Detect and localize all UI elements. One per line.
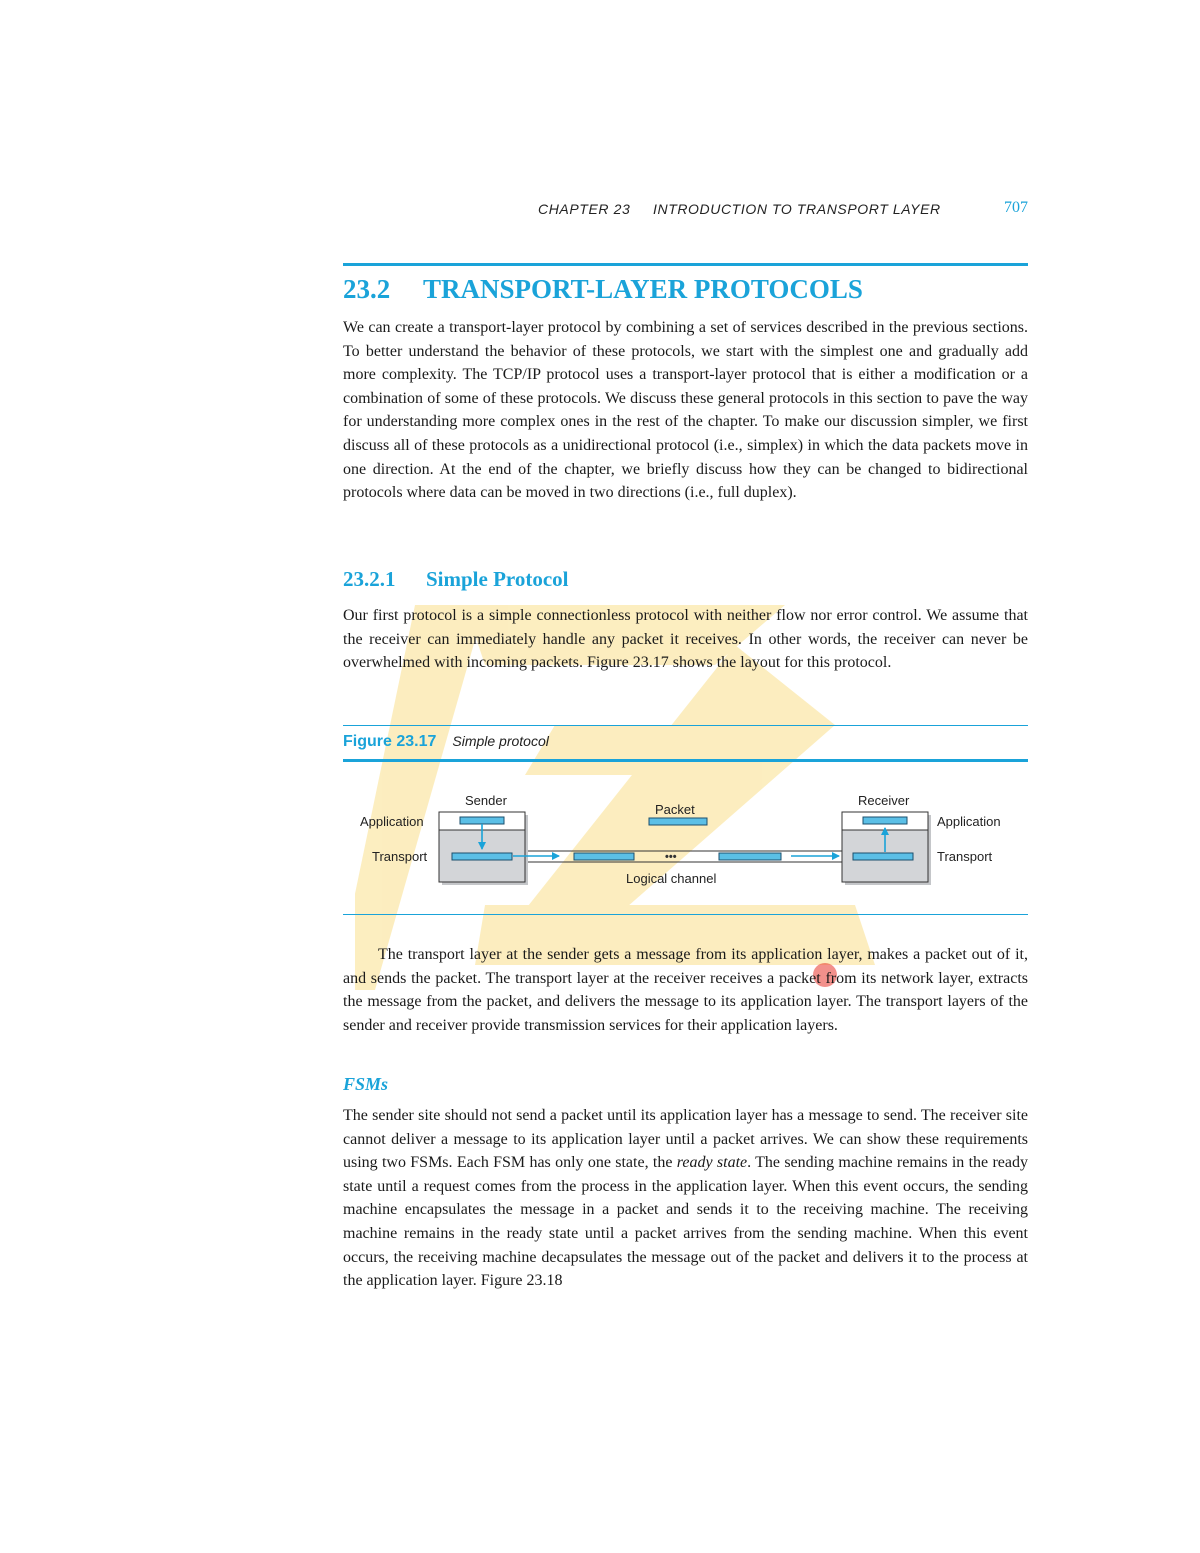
channel-ellipsis: ••• [665, 851, 677, 863]
simple-protocol-diagram [343, 775, 1028, 895]
after-figure-paragraph: The transport layer at the sender gets a message from its application layer, makes a packet out of it, and sends the packet. The transport layer at the receiver receives a packet from its network layer, extracts the message from the packet, and delivers the message to its application layer. The transport layers of the sender and receiver provide transmission services for their application layers. [343, 946, 1028, 1034]
running-head-title: INTRODUCTION TO TRANSPORT LAYER [653, 201, 941, 217]
packet-legend-icon [649, 818, 707, 825]
figure-caption-rule [343, 759, 1028, 762]
running-head [520, 199, 1030, 221]
fsm-paragraph [343, 1104, 1028, 1293]
figure-label: Figure 23.17 [343, 733, 437, 750]
receiver-box [842, 812, 931, 885]
channel-packet-1 [574, 853, 634, 860]
sender-application-label: Application [360, 814, 424, 829]
figure-bottom-rule [343, 914, 1028, 915]
subsection-paragraph: Our first protocol is a simple connectionless protocol with neither flow nor error control. We assume that the receiver can immediately handle any packet it receives. In other words, the receiver can never be overwhelmed with incoming packets. Figure 23.17 shows the layout for this protocol. [343, 607, 1028, 672]
sender-box [439, 812, 528, 885]
section-title: TRANSPORT-LAYER PROTOCOLS [423, 274, 863, 304]
sender-transport-label: Transport [372, 849, 428, 864]
section-rule [343, 263, 1028, 266]
subsection-title: Simple Protocol [426, 567, 569, 591]
section-number: 23.2 [343, 274, 391, 304]
page-number: 707 [1004, 199, 1028, 216]
running-head-chapter: CHAPTER 23 [538, 201, 631, 217]
receiver-label: Receiver [858, 793, 910, 808]
figure-top-rule [343, 725, 1028, 726]
section-intro-paragraph: We can create a transport-layer protocol by combining a set of services described in the previous sections. To better understand the behavior of these protocols, we start with the simplest one and gradually add more complexity. The TCP/IP protocol uses a transport-layer protocol that is either a modification or a combination of some of these protocols. We discuss these general protocols in this section to pave the way for understanding more complex ones in the rest of the chapter. To make our discussion simpler, we first discuss all of these protocols as a unidirectional protocol (i.e., simplex) in which the data packets move in one direction. At the end of the chapter, we briefly discuss how they can be changed to bidirectional protocols where data can be moved in two directions (i.e., full duplex). [343, 319, 1028, 502]
subsection-number: 23.2.1 [343, 567, 396, 591]
figure-caption [343, 733, 549, 751]
packet-label: Packet [655, 802, 695, 817]
fsm-heading: FSMs [343, 1074, 389, 1094]
fsm-text-part1: The sender site should not send a packet until its application layer has a message to send. The receiver site cannot deliver a message to its application layer until a packet arrives. We can show these requirements using two FSMs. Each FSM has only one state, the [343, 1107, 1028, 1172]
fsm-text-part2: . The sending machine remains in the ready state until a request comes from the process in the application layer. When this event occurs, the sending machine encapsulates the message in a packet and sends it to the receiving machine. The receiving machine remains in the ready state until a packet arrives from the sending machine. When this event occurs, the receiving machine decapsulates the message out of the packet and delivers it to the process at the application layer. Figure 23.18 [343, 1154, 1029, 1290]
receiver-transport-label: Transport [937, 849, 993, 864]
logical-channel [513, 851, 842, 862]
channel-packet-2 [719, 853, 781, 860]
figure-title: Simple protocol [452, 733, 549, 749]
sender-label: Sender [465, 793, 507, 808]
ready-state-term: ready state [676, 1154, 748, 1172]
receiver-application-label: Application [937, 814, 1001, 829]
logical-channel-label: Logical channel [626, 871, 717, 886]
